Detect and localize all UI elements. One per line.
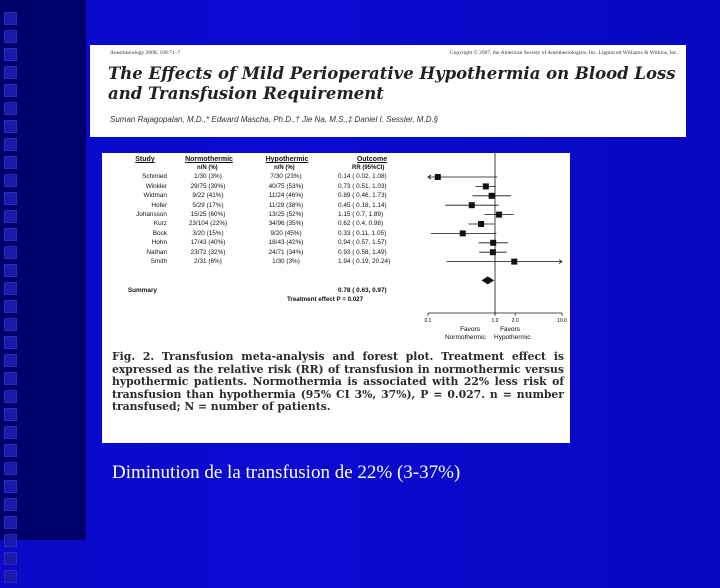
header-normo-n: n/N (%)	[197, 165, 218, 171]
point-estimate	[483, 183, 489, 189]
study-row	[102, 229, 442, 238]
x-tick-label: 1.0	[491, 318, 499, 324]
header-hypo-n: n/N (%)	[274, 165, 295, 171]
rr-value: 1.15 ( 0.7, 1.89)	[338, 211, 384, 218]
study-name: Kurz	[153, 220, 167, 228]
x-tick-label: 10.0	[557, 318, 567, 324]
rr-value: 0.33 ( 0.11, 1.05)	[338, 229, 387, 237]
normothermic-count: 9/22 (41%)	[192, 192, 224, 200]
study-row	[102, 182, 442, 191]
study-row	[102, 172, 442, 181]
header-study: Study	[135, 156, 155, 163]
forest-plot-svg	[422, 153, 570, 338]
rr-value: 0.73 ( 0.51, 1.03)	[338, 182, 387, 190]
hypothermic-count: 34/96 (35%)	[268, 220, 304, 228]
point-estimate	[478, 221, 484, 227]
decorative-squares	[4, 12, 24, 588]
paper-header	[90, 45, 686, 137]
hypothermic-count: 11/24 (46%)	[268, 192, 304, 200]
hypothermic-count: 9/20 (45%)	[270, 229, 302, 237]
forest-plot-figure	[102, 153, 570, 443]
point-estimate	[490, 240, 496, 246]
header-hypothermic: Hypothermic	[265, 156, 309, 163]
copyright-line: Copyright © 2007, the American Society of Anesthesiologists, Inc. Lippincott Williams & Wilkins, Inc.	[449, 50, 678, 56]
normothermic-count: 1/30 (3%)	[194, 173, 222, 181]
x-label-right-1: Favors	[500, 326, 520, 333]
study-name: Hohn	[151, 239, 167, 247]
study-row	[102, 257, 442, 266]
treatment-effect: Treatment effect P = 0.027	[287, 296, 364, 303]
study-name: Widman	[143, 192, 167, 200]
point-estimate	[490, 249, 496, 255]
summary-rr: 0.78 ( 0.63, 0.97)	[338, 287, 387, 294]
point-estimate	[435, 174, 441, 180]
hypothermic-count: 11/29 (38%)	[268, 201, 304, 209]
hypothermic-count: 18/43 (42%)	[268, 239, 304, 247]
point-estimate	[511, 259, 517, 265]
study-name: Nathan	[146, 248, 167, 256]
x-label-left-1: Favors	[460, 326, 480, 333]
normothermic-count: 17/43 (40%)	[190, 239, 226, 247]
x-label-left: Normothermic	[445, 334, 486, 341]
study-name: Schmied	[142, 173, 167, 181]
rr-value: 0.45 ( 0.18, 1.14)	[338, 201, 387, 209]
journal-citation: Anesthesiology 2008; 108:71–7	[110, 50, 181, 56]
point-estimate	[489, 193, 495, 199]
rr-value: 0.62 ( 0.4, 0.98)	[338, 220, 384, 228]
normothermic-count: 23/104 (22%)	[188, 220, 228, 228]
study-name: Hofer	[151, 201, 167, 209]
slide-caption: Diminution de la transfusion de 22% (3-37%)	[112, 462, 461, 483]
slide-left-bar	[0, 0, 86, 540]
study-name: Winkler	[145, 182, 167, 190]
study-row	[102, 191, 442, 200]
study-row	[102, 238, 442, 247]
normothermic-count: 29/75 (39%)	[190, 182, 226, 190]
x-tick-label: 0.1	[424, 318, 432, 324]
figure-caption: Fig. 2. Transfusion meta-analysis and forest plot. Treatment effect is expressed as the relative risk (RR) of transfusion in normothermic versus hypothermic patients. Normothermia is associated with 22% less risk of transfusion than hypothermia (95% CI 3%, 37%), P = 0.027. n = number transfused; N = number of patients.	[112, 350, 564, 414]
study-name: Johansson	[136, 211, 167, 218]
hypothermic-count: 24/71 (34%)	[268, 248, 304, 256]
normothermic-count: 5/29 (17%)	[192, 201, 224, 209]
x-tick-label: 2.0	[511, 318, 519, 324]
rr-value: 0.94 ( 0.57, 1.57)	[338, 239, 387, 247]
study-name: Bock	[152, 229, 167, 237]
rr-value: 1.94 ( 0.19, 20.24)	[338, 258, 391, 265]
header-normothermic: Normothermic	[185, 156, 233, 163]
study-row	[102, 248, 442, 257]
summary-row	[102, 286, 442, 295]
x-label-right: Hypothermic	[494, 334, 531, 341]
normothermic-count: 3/20 (15%)	[192, 229, 224, 237]
hypothermic-count: 7/30 (23%)	[270, 173, 302, 181]
header-outcome: Outcome	[356, 156, 388, 163]
summary-label: Summary	[127, 287, 157, 294]
point-estimate	[496, 212, 502, 218]
rr-value: 0.93 ( 0.58, 1.49)	[338, 248, 387, 256]
rr-value: 0.14 ( 0.02, 1.08)	[338, 173, 387, 181]
rr-value: 0.89 ( 0.46, 1.73)	[338, 192, 387, 200]
study-row	[102, 210, 442, 219]
header-rr: RR (95%CI)	[352, 165, 385, 171]
paper-authors: Suman Rajagopalan, M.D.,* Edward Mascha, Ph.D.,† Jie Na, M.S.,‡ Daniel I. Sessler, M.D.§	[110, 115, 439, 124]
study-row	[102, 201, 442, 210]
normothermic-count: 2/31 (6%)	[194, 258, 222, 265]
summary-diamond	[482, 276, 495, 284]
normothermic-count: 15/25 (60%)	[190, 211, 226, 218]
forest-plot-table	[102, 153, 570, 341]
normothermic-count: 23/72 (32%)	[190, 248, 226, 256]
point-estimate	[460, 230, 466, 236]
study-row	[102, 219, 442, 228]
hypothermic-count: 13/25 (52%)	[268, 211, 304, 218]
study-name: Smith	[150, 258, 167, 265]
paper-title: The Effects of Mild Perioperative Hypothermia on Blood Loss and Transfusion Requirement	[108, 64, 676, 103]
hypothermic-count: 1/30 (3%)	[272, 258, 300, 265]
hypothermic-count: 40/75 (53%)	[268, 182, 304, 190]
point-estimate	[469, 202, 475, 208]
